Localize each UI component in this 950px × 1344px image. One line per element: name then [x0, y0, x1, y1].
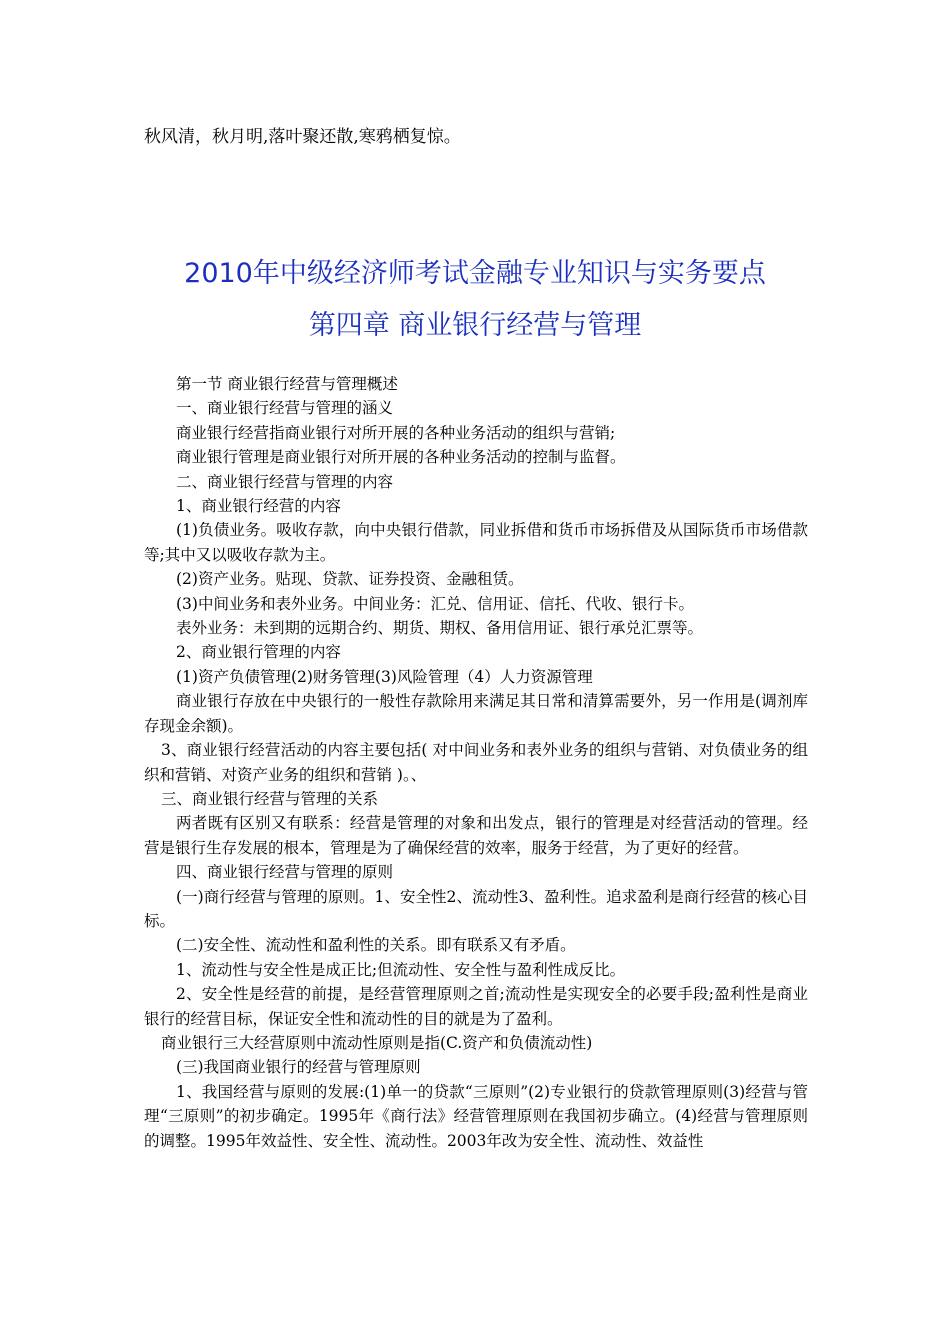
paragraph: 1、流动性与安全性是成正比;但流动性、安全性与盈利性成反比。: [176, 960, 626, 979]
poem-line: 秋风清，秋月明,落叶聚还散,寒鸦栖复惊。: [144, 127, 461, 147]
list-heading: (三)我国商业银行的经营与管理原则: [176, 1058, 421, 1077]
paragraph: (二)安全性、流动性和盈利性的关系。即有联系又有矛盾。: [176, 936, 576, 955]
document-title: 2010年中级经济师考试金融专业知识与实务要点: [184, 258, 766, 289]
list-heading: 1、商业银行经营的内容: [176, 497, 341, 516]
section-heading: 第一节 商业银行经营与管理概述: [176, 375, 398, 393]
paragraph: (3)中间业务和表外业务。中间业务：汇兑、信用证、信托、代收、银行卡。: [176, 594, 694, 613]
document-body: [144, 372, 808, 1153]
paragraph: 表外业务：未到期的远期合约、期货、期权、备用信用证、银行承兑汇票等。: [176, 619, 704, 638]
paragraph: (一)商行经营与管理的原则。1、安全性2、流动性3、盈利性。追求盈利是商行经营的核心目标。: [144, 887, 808, 930]
list-heading: 2、商业银行管理的内容: [176, 643, 341, 662]
subsection-heading: 一、商业银行经营与管理的涵义: [176, 399, 394, 418]
paragraph: 1、我国经营与原则的发展:(1)单一的贷款“三原则”(2)专业银行的贷款管理原则(3)经营与管理“三原则”的初步确定。1995年《商行法》经营管理原则在我国初步确立。(4)经营与管理原则的调整。1995年效益性、安全性、流动性。2003年改为安全性、流动性、效益性: [144, 1082, 808, 1150]
paragraph: 商业银行管理是商业银行对所开展的各种业务活动的控制与监督。: [176, 448, 626, 467]
paragraph: (1)资产负债管理(2)财务管理(3)风险管理（4）人力资源管理: [176, 667, 593, 686]
subsection-heading: 四、商业银行经营与管理的原则: [176, 863, 394, 882]
paragraph: 3、商业银行经营活动的内容主要包括( 对中间业务和表外业务的组织与营销、对负债业务的组织和营销、对资产业务的组织和营销 )。、: [144, 741, 808, 784]
subsection-heading: 二、商业银行经营与管理的内容: [176, 472, 394, 491]
paragraph: 2、安全性是经营的前提，是经营管理原则之首;流动性是实现安全的必要手段;盈利性是商业银行的经营目标，保证安全性和流动性的目的就是为了盈利。: [144, 985, 808, 1028]
paragraph: 商业银行三大经营原则中流动性原则是指(C.资产和负债流动性): [161, 1033, 593, 1052]
paragraph: (1)负债业务。吸收存款，向中央银行借款，同业拆借和货币市场拆借及从国际货币市场借款等;其中又以吸收存款为主。: [144, 521, 808, 564]
paragraph: (2)资产业务。贴现、贷款、证券投资、金融租赁。: [176, 570, 524, 589]
paragraph: 两者既有区别又有联系：经营是管理的对象和出发点，银行的管理是对经营活动的管理。经营是银行生存发展的根本，管理是为了确保经营的效率，服务于经营，为了更好的经营。: [144, 814, 808, 857]
subsection-heading: 三、商业银行经营与管理的关系: [161, 789, 379, 808]
paragraph: 商业银行存放在中央银行的一般性存款除用来满足其日常和清算需要外，另一作用是(调剂库存现金余额)。: [144, 692, 808, 735]
chapter-title: 第四章 商业银行经营与管理: [308, 310, 642, 341]
paragraph: 商业银行经营指商业银行对所开展的各种业务活动的组织与营销;: [176, 423, 616, 442]
